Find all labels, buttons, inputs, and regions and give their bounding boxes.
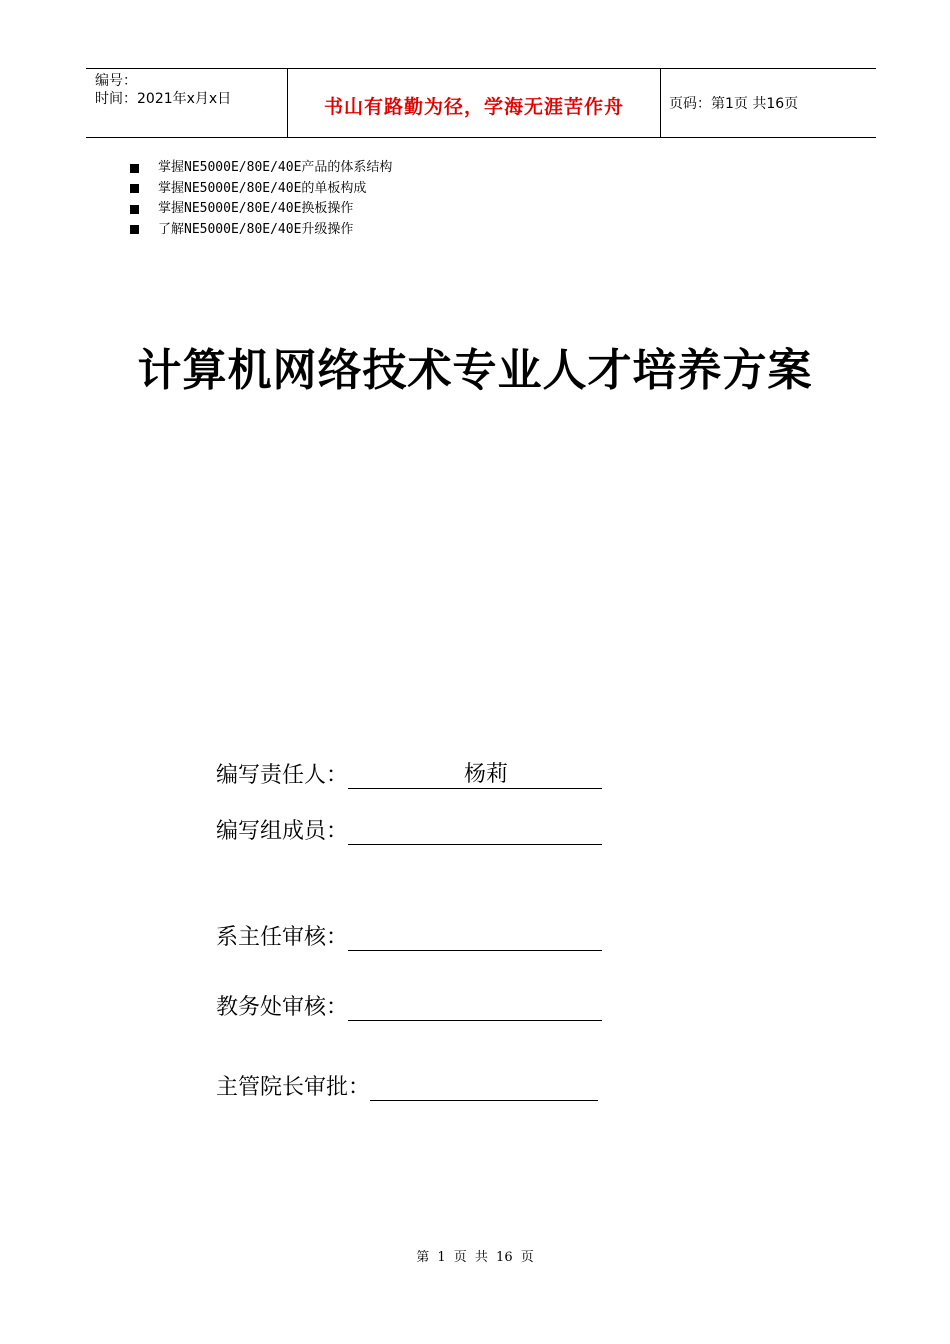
director-label: 系主任审核： [216, 925, 349, 950]
objectives-list [130, 158, 392, 240]
list-item: 掌握NE5000E/80E/40E产品的体系结构 [130, 158, 392, 179]
square-bullet-icon [130, 164, 139, 173]
header-page-cell [661, 69, 876, 137]
office-line [348, 994, 602, 1021]
list-item: 掌握NE5000E/80E/40E换板操作 [130, 199, 392, 220]
number-label: 编号： [95, 73, 137, 89]
office-label: 教务处审核： [216, 995, 349, 1020]
author-label: 编写责任人： [216, 763, 349, 788]
members-row [216, 814, 602, 845]
square-bullet-icon [130, 205, 139, 214]
dean-row [216, 1070, 598, 1101]
motto-text: 书山有路勤为径，学海无涯苦作舟 [323, 95, 624, 118]
author-value: 杨莉 [464, 762, 509, 787]
director-row [216, 920, 602, 951]
square-bullet-icon [130, 184, 139, 193]
page-footer: 第 1 页 共 16 页 [416, 1250, 534, 1265]
header-left-cell [86, 69, 288, 137]
time-label: 时间：2021年x月x日 [95, 91, 232, 107]
members-label: 编写组成员： [216, 819, 349, 844]
square-bullet-icon [130, 225, 139, 234]
dean-label: 主管院长审批： [216, 1075, 371, 1100]
header-motto-cell [288, 69, 661, 137]
author-line [348, 762, 602, 789]
document-title: 计算机网络技术专业人才培养方案 [137, 345, 813, 396]
author-row [216, 758, 602, 789]
list-item: 掌握NE5000E/80E/40E的单板构成 [130, 179, 392, 200]
page-header [86, 68, 876, 138]
office-row [216, 990, 602, 1021]
members-line [348, 818, 602, 845]
page-label: 页码：第1页 共16页 [669, 96, 799, 112]
list-item: 了解NE5000E/80E/40E升级操作 [130, 220, 392, 241]
director-line [348, 924, 602, 951]
dean-line [370, 1074, 598, 1101]
